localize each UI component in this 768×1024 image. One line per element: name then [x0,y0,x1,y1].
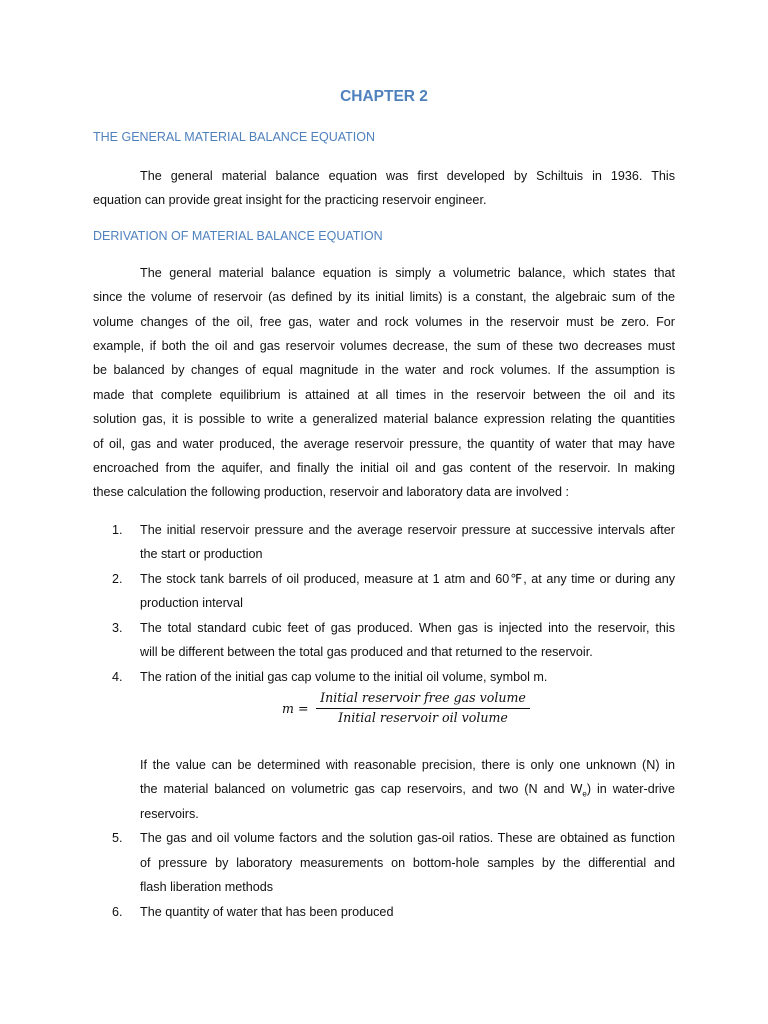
section-heading-general: THE GENERAL MATERIAL BALANCE EQUATION [93,130,376,144]
section-heading-derivation: DERIVATION OF MATERIAL BALANCE EQUATION [93,229,383,243]
subscript-e: e [582,789,587,799]
list-item-line: The ration of the initial gas cap volume to the initial oil volume, symbol m. [140,670,548,684]
list-item-line: of pressure by laboratory measurements on bottom-hole samples by the differential and [140,856,675,870]
paragraph-line: The general material balance equation was first developed by Schiltuis in 1936. This [140,169,675,183]
list-item-line: The quantity of water that has been produced [140,905,394,919]
fraction-bar [316,708,530,709]
list-item-line: the start or production [140,547,263,561]
equation-lhs: m = [282,701,309,716]
paragraph-line: since the volume of reservoir (as defined by its initial limits) is a constant, the algebraic sum of the [93,290,675,304]
paragraph-line: example, if both the oil and gas reservoir volumes decrease, the sum of these two decreases must [93,339,675,353]
paragraph-line: equation can provide great insight for the practicing reservoir engineer. [93,193,487,207]
paragraph-line: of oil, gas and water produced, the average reservoir pressure, the quantity of water that may have [93,437,675,451]
item4-note-suffix: ) in water-drive [586,782,675,796]
list-item-line: will be different between the total gas produced and that returned to the reservoir. [140,645,593,659]
list-item-line: The total standard cubic feet of gas produced. When gas is injected into the reservoir, this [140,621,675,635]
list-item-number: 4. [112,670,123,684]
list-item-line: The gas and oil volume factors and the solution gas-oil ratios. These are obtained as function [140,831,675,845]
equation-m [282,688,532,728]
list-item-number: 2. [112,572,123,586]
paragraph-line: be balanced by changes of equal magnitude in the water and rock volumes. If the assumption is [93,363,675,377]
chapter-title: CHAPTER 2 [340,88,428,105]
paragraph-line: The general material balance equation is simply a volumetric balance, which states that [140,266,675,280]
item4-note-line [140,781,675,803]
item4-note-line: If the value can be determined with reasonable precision, there is only one unknown (N) in [140,758,675,772]
equation-numerator: Initial reservoir free gas volume [320,690,526,705]
item4-note-line: reservoirs. [140,807,199,821]
paragraph-line: solution gas, it is possible to write a generalized material balance expression relating the quantities [93,412,675,426]
paragraph-line: made that complete equilibrium is attained at all times in the reservoir between the oil and its [93,388,675,402]
list-item-number: 1. [112,523,123,537]
list-item-number: 5. [112,831,123,845]
list-item-line: flash liberation methods [140,880,274,894]
list-item-line: The initial reservoir pressure and the average reservoir pressure at successive intervals after [140,523,675,537]
list-item-number: 6. [112,905,123,919]
paragraph-line: encroached from the aquifer, and finally the initial oil and gas content of the reservoir. In making [93,461,675,475]
paragraph-line: volume changes of the oil, free gas, water and rock volumes in the reservoir must be zero. For [93,315,675,329]
equation-denominator: Initial reservoir oil volume [338,710,508,725]
list-item-number: 3. [112,621,123,635]
item4-note-prefix: the material balanced on volumetric gas cap reservoirs, and two (N and W [140,782,583,796]
list-item-line: The stock tank barrels of oil produced, measure at 1 atm and 60℉, at any time or during any [140,572,675,586]
paragraph-line: these calculation the following production, reservoir and laboratory data are involved : [93,485,570,499]
list-item-line: production interval [140,596,243,610]
